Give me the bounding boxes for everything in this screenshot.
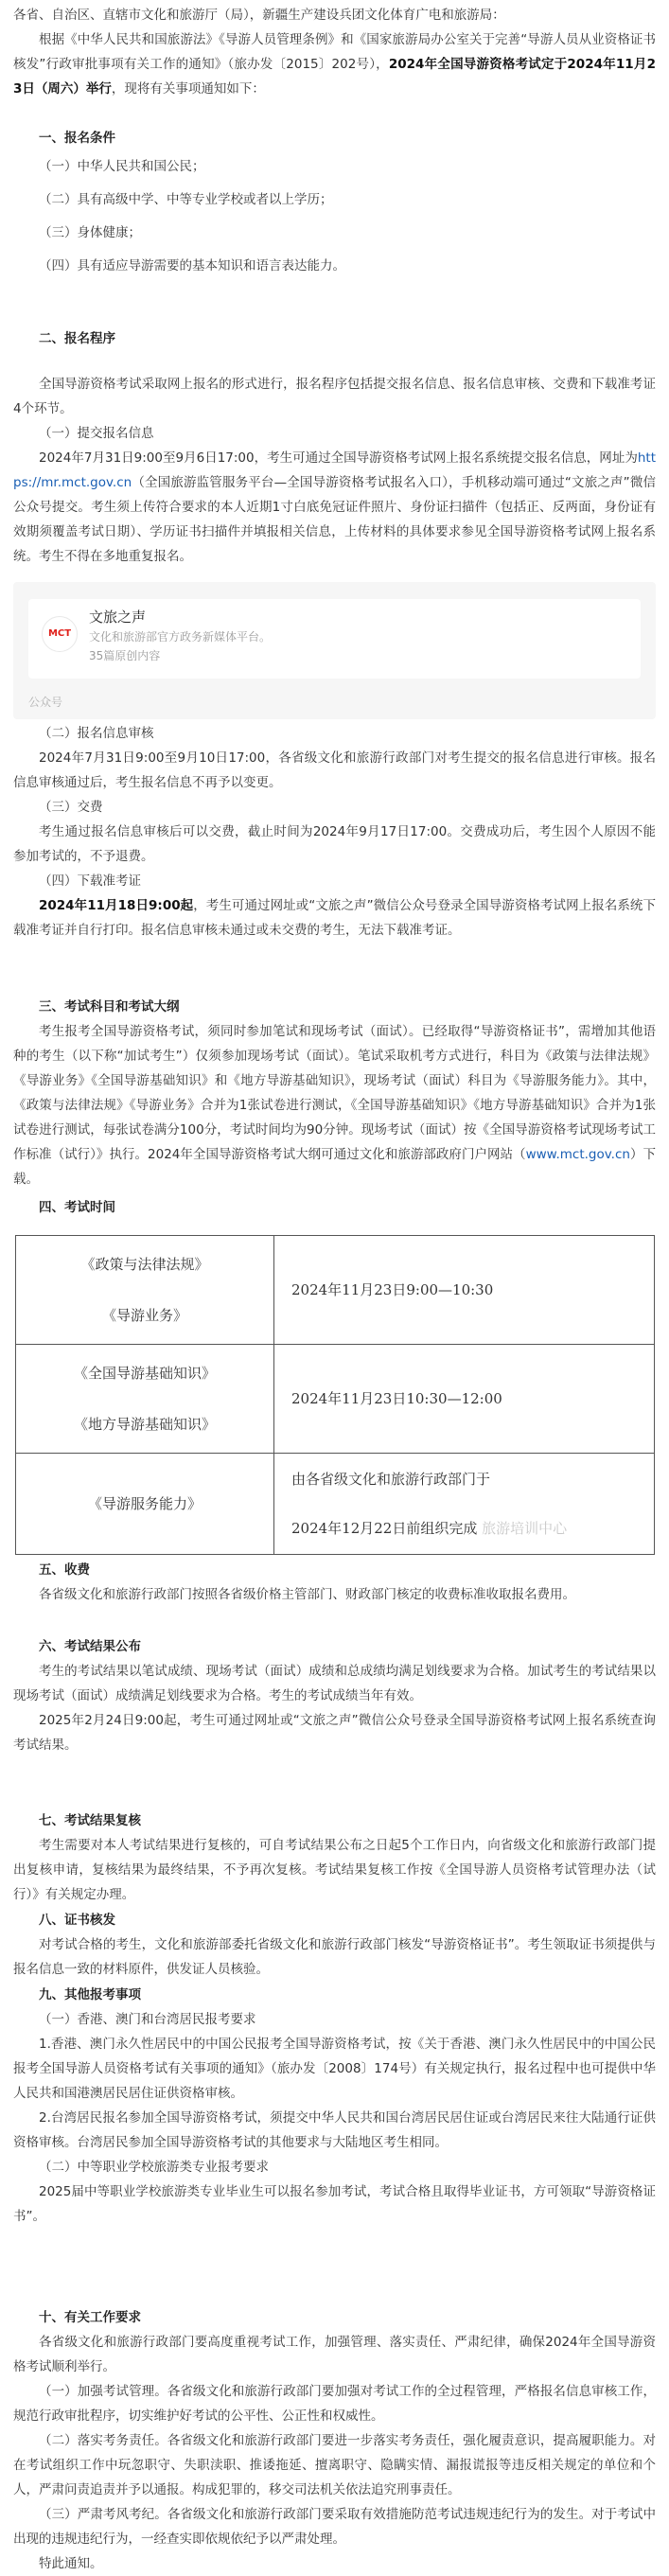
section-work-requirements xyxy=(13,2305,656,2576)
paragraph: 全国导游资格考试采取网上报名的形式进行，报名程序包括提交报名信息、报名信息审核、交费和下载准考证4个环节。 xyxy=(13,377,656,416)
paragraph: 2.台湾居民报名参加全国导游资格考试，须提交中华人民共和国台湾居民居住证或台湾居民来往大陆通行证供资格审核。台湾居民参加全国导游资格考试的其他要求与大陆地区考生相同。 xyxy=(13,2110,656,2150)
section-certificate xyxy=(13,1908,656,1982)
section-exam-subjects xyxy=(13,995,656,1191)
account-name: 文旅之声 xyxy=(89,609,147,626)
paragraph: 考生的考试结果以笔试成绩、现场考试（面试）成绩和总成绩均满足划线要求为合格。加试考生的考试结果以现场考试（面试）成绩满足划线要求为合格。考生的考试成绩当年有效。 xyxy=(13,1664,656,1703)
section-fees xyxy=(13,1558,656,1607)
section-registration-conditions xyxy=(13,126,656,278)
account-info[interactable] xyxy=(28,599,641,679)
subsection-title: （二）报名信息审核 xyxy=(39,726,154,741)
subject-cell: 《导游服务能力》 xyxy=(16,1454,274,1555)
account-description: 文化和旅游部官方政务新媒体平台。 xyxy=(89,630,272,644)
section-exam-time xyxy=(13,1195,656,1220)
paragraph: 2024年11月18日9:00起，考生可通过网址或“文旅之声”微信公众号登录全国导游资格考试网上报名系统下载准考证并自行打印。报名信息审核未通过或未交费的考生，无法下载准考证。 xyxy=(13,898,656,938)
table-row xyxy=(16,1454,655,1555)
account-type-label: 公众号 xyxy=(28,696,63,709)
paragraph: 考生报考全国导游资格考试，须同时参加笔试和现场考试（面试）。已经取得“导游资格证书”，需增加其他语种的考生（以下称“加试考生”）仅须参加现场考试（面试）。笔试采取机考方式进行，科目为《政策与法律法规》《导游业务》《全国导游基础知识》和《地方导游基础知识》，现场考试（面试）科目为《导游服务能力》。其中，《政策与法律法规》《导游业务》合并为1张试卷进行测试，《全国导游基础知识》《地方导游基础知识》合并为1张试卷进行测试，每张试卷满分100分，考试时间均为90分钟。现场考试（面试）按《全国导游资格考试现场考试工作标准（试行）》执行。2024年全国导游资格考试大纲可通过文化和旅游部政府门户网站（www.mct.gov.cn）下载。 xyxy=(13,1024,657,1187)
article-count: 35篇原创内容 xyxy=(89,649,161,662)
watermark: 旅游培训中心 xyxy=(482,1520,568,1537)
table-row xyxy=(16,1236,655,1345)
paragraph: 1.香港、澳门永久性居民中的中国公民报考全国导游资格考试，按《关于香港、澳门永久性居民中的中国公民报考全国导游人员资格考试有关事项的通知》（旅办发〔2008〕174号）有关规定执行，报名过程中也可提供中华人民共和国港澳居民居住证供资格审核。 xyxy=(13,2037,656,2101)
mct-website-link[interactable]: www.mct.gov.cn xyxy=(525,1147,630,1162)
addressee-line: 各省、自治区、直辖市文化和旅游厅（局），新疆生产建设兵团文化体育广电和旅游局： xyxy=(13,8,505,23)
closing-line: 特此通知。 xyxy=(39,2556,103,2571)
section-title: 八、证书核发 xyxy=(39,1913,115,1928)
time-cell: 2024年11月23日9:00—10:30 xyxy=(274,1236,655,1345)
exam-date-highlight: 2024年全国导游资格考试定于2024年11月23日（周六）举行 xyxy=(13,57,656,97)
section-other-matters xyxy=(13,1983,656,2229)
paragraph: 2024年7月31日9:00至9月10日17:00，各省级文化和旅游行政部门对考生提交的报名信息进行审核。报名信息审核通过后，考生报名信息不再予以变更。 xyxy=(13,750,656,790)
subsection-title: （四）下载准考证 xyxy=(39,873,141,889)
section-title: 九、其他报考事项 xyxy=(39,1987,141,2003)
paragraph: （一）加强考试管理。各省级文化和旅游行政部门要加强对考试工作的全过程管理，严格报名信息审核工作，规范行政审批程序，切实维护好考试的公平性、公正性和权威性。 xyxy=(13,2384,656,2424)
time-cell: 由各省级文化和旅游行政部门于 2024年12月22日前组织完成 旅游培训中心 xyxy=(274,1454,655,1555)
section-title: 五、收费 xyxy=(39,1562,90,1578)
download-date-highlight: 2024年11月18日9:00起 xyxy=(39,898,194,913)
subsection-title: （二）中等职业学校旅游类专业报考要求 xyxy=(39,2160,269,2175)
section-registration-procedure xyxy=(13,326,656,569)
section-procedure-continued xyxy=(13,721,656,943)
list-item: （四）具有适应导游需要的基本知识和语言表达能力。 xyxy=(39,258,345,273)
list-item: （二）具有高级中学、中等专业学校或者以上学历； xyxy=(39,192,333,207)
paragraph: 2025届中等职业学校旅游类专业毕业生可以报名参加考试，考试合格且取得毕业证书，方可领取“导游资格证书”。 xyxy=(13,2184,656,2224)
list-item: （三）身体健康； xyxy=(39,225,141,240)
paragraph: 考生通过报名信息审核后可以交费，截止时间为2024年9月17日17:00。交费成功后，考生因个人原因不能参加考试的，不予退费。 xyxy=(13,824,656,864)
paragraph: 考生需要对本人考试结果进行复核的，可自考试结果公布之日起5个工作日内，向省级文化和旅游行政部门提出复核申请，复核结果为最终结果，不予再次复核。考试结果复核工作按《全国导游人员资格考试管理办法（试行）》有关规定办理。 xyxy=(13,1838,656,1902)
exam-schedule-table xyxy=(15,1235,655,1555)
mct-logo-icon: MCT xyxy=(42,616,78,652)
section-results xyxy=(13,1634,656,1757)
section-title: 七、考试结果复核 xyxy=(39,1813,141,1828)
section-title: 三、考试科目和考试大纲 xyxy=(39,999,180,1015)
registration-link[interactable]: https://mr.mct.gov.cn xyxy=(13,450,656,490)
paragraph: 对考试合格的考生，文化和旅游部委托省级文化和旅游行政部门核发“导游资格证书”。考生领取证书须提供与报名信息一致的材料原件，供发证人员核验。 xyxy=(13,1937,656,1977)
intro-paragraph: 根据《中华人民共和国旅游法》《导游人员管理条例》和《国家旅游局办公室关于完善“导游人员从业资格证书核发”行政审批事项有关工作的通知》（旅办发〔2015〕202号），2024年全国导游资格考试定于2024年11月23日（周六）举行，现将有关事项通知如下： xyxy=(13,32,656,97)
subsection-title: （一）香港、澳门和台湾居民报考要求 xyxy=(39,2012,256,2027)
subsection-title: （一）提交报名信息 xyxy=(39,426,154,441)
section-review xyxy=(13,1808,656,1907)
paragraph: 各省级文化和旅游行政部门按照各省级价格主管部门、财政部门核定的收费标准收取报名费用。 xyxy=(39,1587,575,1602)
list-item: （一）中华人民共和国公民； xyxy=(39,159,205,174)
section-title: 四、考试时间 xyxy=(39,1200,115,1215)
section-title: 六、考试结果公布 xyxy=(39,1639,141,1654)
paragraph: 2024年7月31日9:00至9月6日17:00，考生可通过全国导游资格考试网上报名系统提交报名信息，网址为https://mr.mct.gov.cn（全国旅游监管服务平台—全国导游资格考试报名入口），手机移动端可通过“文旅之声”微信公众号提交。考生须上传符合要求的本人近期1寸白底免冠证件照片、身份证扫描件（包括正、反两面，身份证有效期须覆盖考试日期）、学历证书扫描件并填报相关信息，上传材料的具体要求参见全国导游资格考试网上报名系统。考生不得在多地重复报名。 xyxy=(13,450,656,564)
subject-cell: 《全国导游基础知识》 《地方导游基础知识》 xyxy=(16,1345,274,1454)
paragraph: （三）严肃考风考纪。各省级文化和旅游行政部门要采取有效措施防范考试违规违纪行为的发生。对于考试中出现的违规违纪行为，一经查实即依规依纪予以严肃处理。 xyxy=(13,2507,656,2547)
paragraph: 各省级文化和旅游行政部门要高度重视考试工作，加强管理、落实责任、严肃纪律，确保2024年全国导游资格考试顺利举行。 xyxy=(13,2335,656,2374)
intro-section xyxy=(13,3,656,101)
table-row xyxy=(16,1345,655,1454)
paragraph: 2025年2月24日9:00起，考生可通过网址或“文旅之声”微信公众号登录全国导游资格考试网上报名系统查询考试结果。 xyxy=(13,1713,656,1753)
section-title: 二、报名程序 xyxy=(39,331,115,346)
section-title: 一、报名条件 xyxy=(39,131,115,146)
time-cell: 2024年11月23日10:30—12:00 xyxy=(274,1345,655,1454)
public-account-card[interactable] xyxy=(13,582,656,719)
paragraph: （二）落实考务责任。各省级文化和旅游行政部门要进一步落实考务责任，强化履责意识，提高履职能力。对在考试组织工作中玩忽职守、失职渎职、推诿拖延、擅离职守、隐瞒实情、漏报谎报等违反相关规定的单位和个人，严肃问责追责并予以通报。构成犯罪的，移交司法机关依法追究刑事责任。 xyxy=(13,2433,656,2497)
section-title: 十、有关工作要求 xyxy=(39,2310,141,2325)
subject-cell: 《政策与法律法规》 《导游业务》 xyxy=(16,1236,274,1345)
subsection-title: （三）交费 xyxy=(39,800,103,815)
